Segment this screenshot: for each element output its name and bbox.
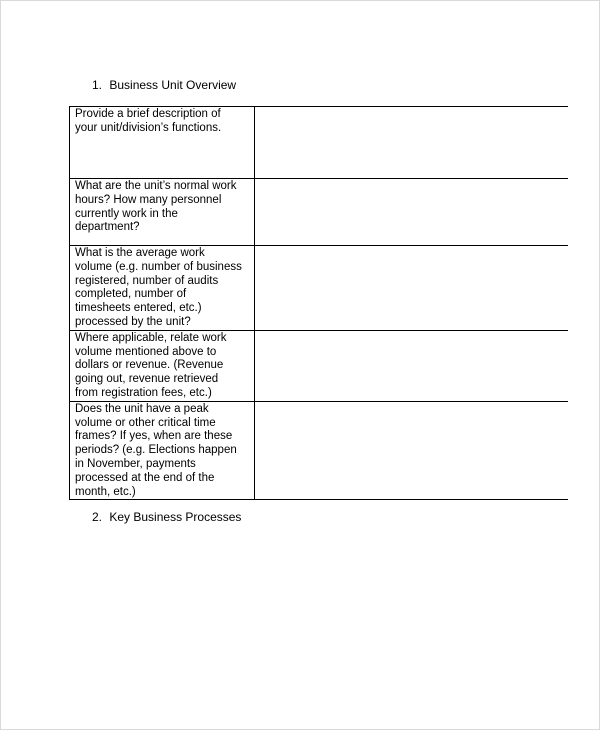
section-title: Business Unit Overview (109, 78, 237, 92)
question-text: Where applicable, relate work volume mentioned above to dollars or revenue. (Revenue going out, revenue retrieved from registration fees, etc.) (75, 331, 227, 399)
section-heading-business-unit-overview (92, 78, 236, 92)
answer-cell[interactable] (255, 246, 569, 331)
table-row (70, 330, 569, 401)
answer-cell[interactable] (255, 107, 569, 179)
section-title: Key Business Processes (109, 510, 242, 524)
question-text: What are the unit’s normal work hours? How many personnel currently work in the department? (75, 180, 237, 234)
question-cell (70, 401, 255, 500)
answer-cell[interactable] (255, 330, 569, 401)
answer-cell[interactable] (255, 179, 569, 246)
section-number: 2. (92, 510, 103, 524)
table-row (70, 179, 569, 246)
answer-cell[interactable] (255, 401, 569, 500)
table-row (70, 246, 569, 331)
question-text: Does the unit have a peak volume or other critical time frames? If yes, when are these periods? (e.g. Elections happen in November, payments processed at the end of the month, etc.) (75, 402, 237, 498)
question-cell (70, 246, 255, 331)
question-text: Provide a brief description of your unit/division’s functions. (75, 108, 222, 134)
question-cell (70, 107, 255, 179)
table-row (70, 107, 569, 179)
business-unit-overview-table (69, 106, 568, 500)
section-heading-key-business-processes (92, 510, 241, 524)
question-cell (70, 179, 255, 246)
section-number: 1. (92, 78, 103, 92)
question-cell (70, 330, 255, 401)
question-text: What is the average work volume (e.g. number of business registered, number of audits completed, number of timesheets entered, etc.) processed by the unit? (75, 247, 242, 328)
table-row (70, 401, 569, 500)
